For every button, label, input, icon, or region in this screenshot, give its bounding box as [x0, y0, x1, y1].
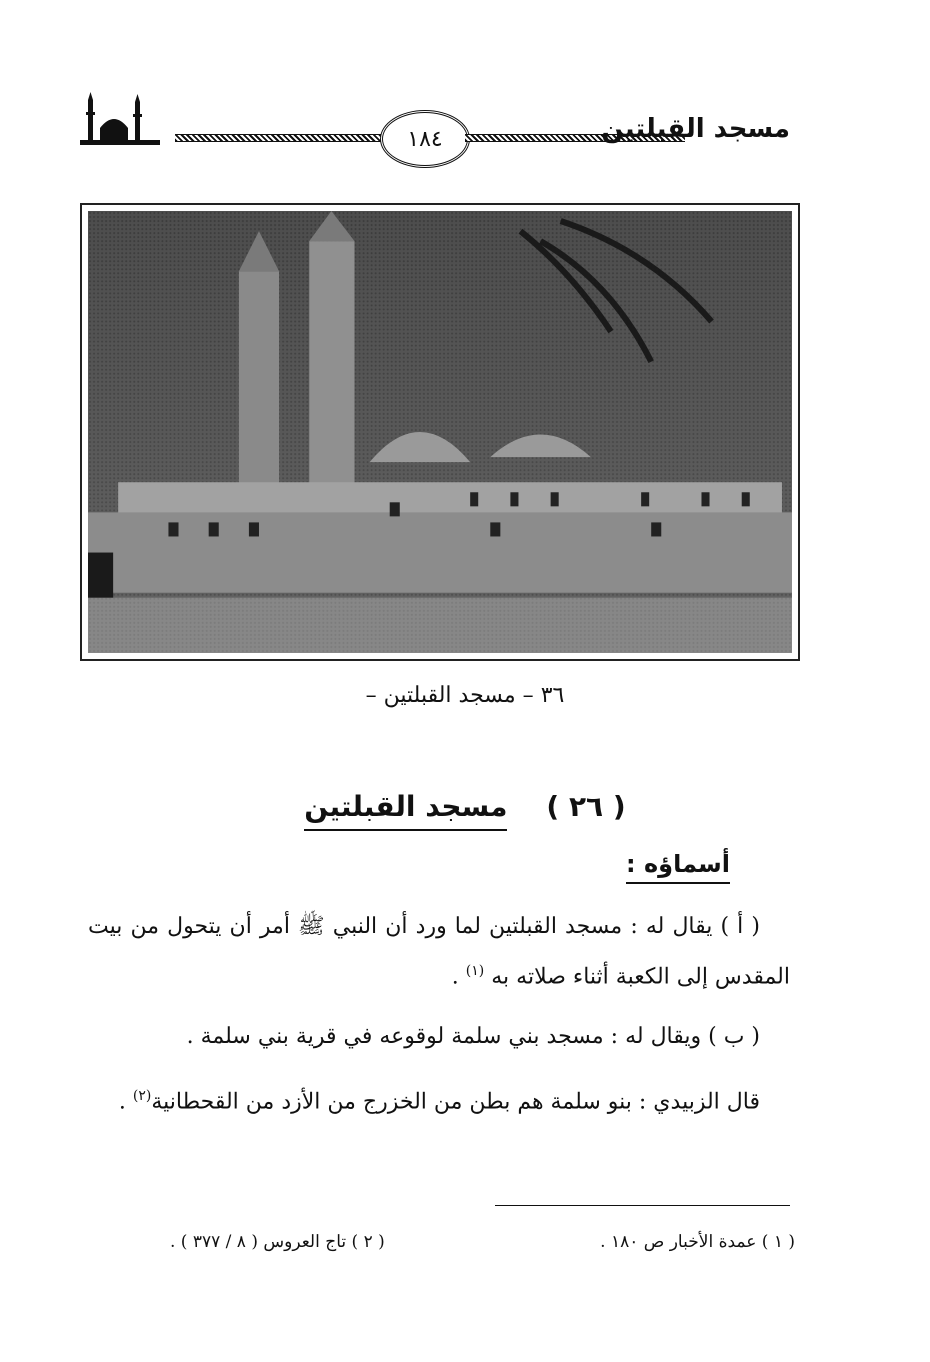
- footnote-2: ( ٢ ) تاج العروس ( ٨ / ٣٧٧ ) .: [170, 1232, 385, 1252]
- paragraph-a-text: ( أ ) يقال له : مسجد القبلتين لما ورد أن النبي ﷺ أمر أن يتحول من بيت المقدس إلى الكعبة أثناء صلاته به: [88, 914, 790, 990]
- page-number: ١٨٤: [380, 110, 470, 168]
- paragraph-zabidi-end: .: [118, 1089, 133, 1115]
- page-header: [80, 92, 800, 162]
- subheading-names: أسماؤه :: [626, 850, 730, 884]
- footnote-ref-2: (٢): [132, 1088, 152, 1104]
- footnotes: [170, 1232, 795, 1252]
- footnote-divider: [495, 1205, 790, 1206]
- paragraph-b: [88, 1015, 790, 1059]
- photo-caption: ٣٦ – مسجد القبلتين –: [365, 683, 565, 708]
- paragraph-b-text: ( ب ) ويقال له : مسجد بني سلمة لوقوعه في قرية بني سلمة .: [186, 1024, 760, 1049]
- section-title: مسجد القبلتين: [304, 790, 507, 831]
- footnote-1: ( ١ ) عمدة الأخبار ص ١٨٠ .: [600, 1232, 795, 1252]
- paragraph-zabidi-text: قال الزبيدي : بنو سلمة هم بطن من الخزرج من الأزد من القحطانية: [151, 1089, 760, 1115]
- paragraph-a-end: .: [451, 964, 466, 990]
- mosque-photo: [80, 203, 800, 661]
- running-title: مسجد القبلتين: [601, 114, 790, 144]
- section-heading: [0, 790, 930, 823]
- header-rope-left: [175, 134, 383, 142]
- footnote-ref-1: (١): [465, 963, 485, 979]
- paragraph-a: [88, 905, 790, 999]
- mosque-icon: [80, 92, 160, 147]
- section-number: ( ٢٦ ): [546, 790, 626, 823]
- paragraph-zabidi: [88, 1074, 790, 1124]
